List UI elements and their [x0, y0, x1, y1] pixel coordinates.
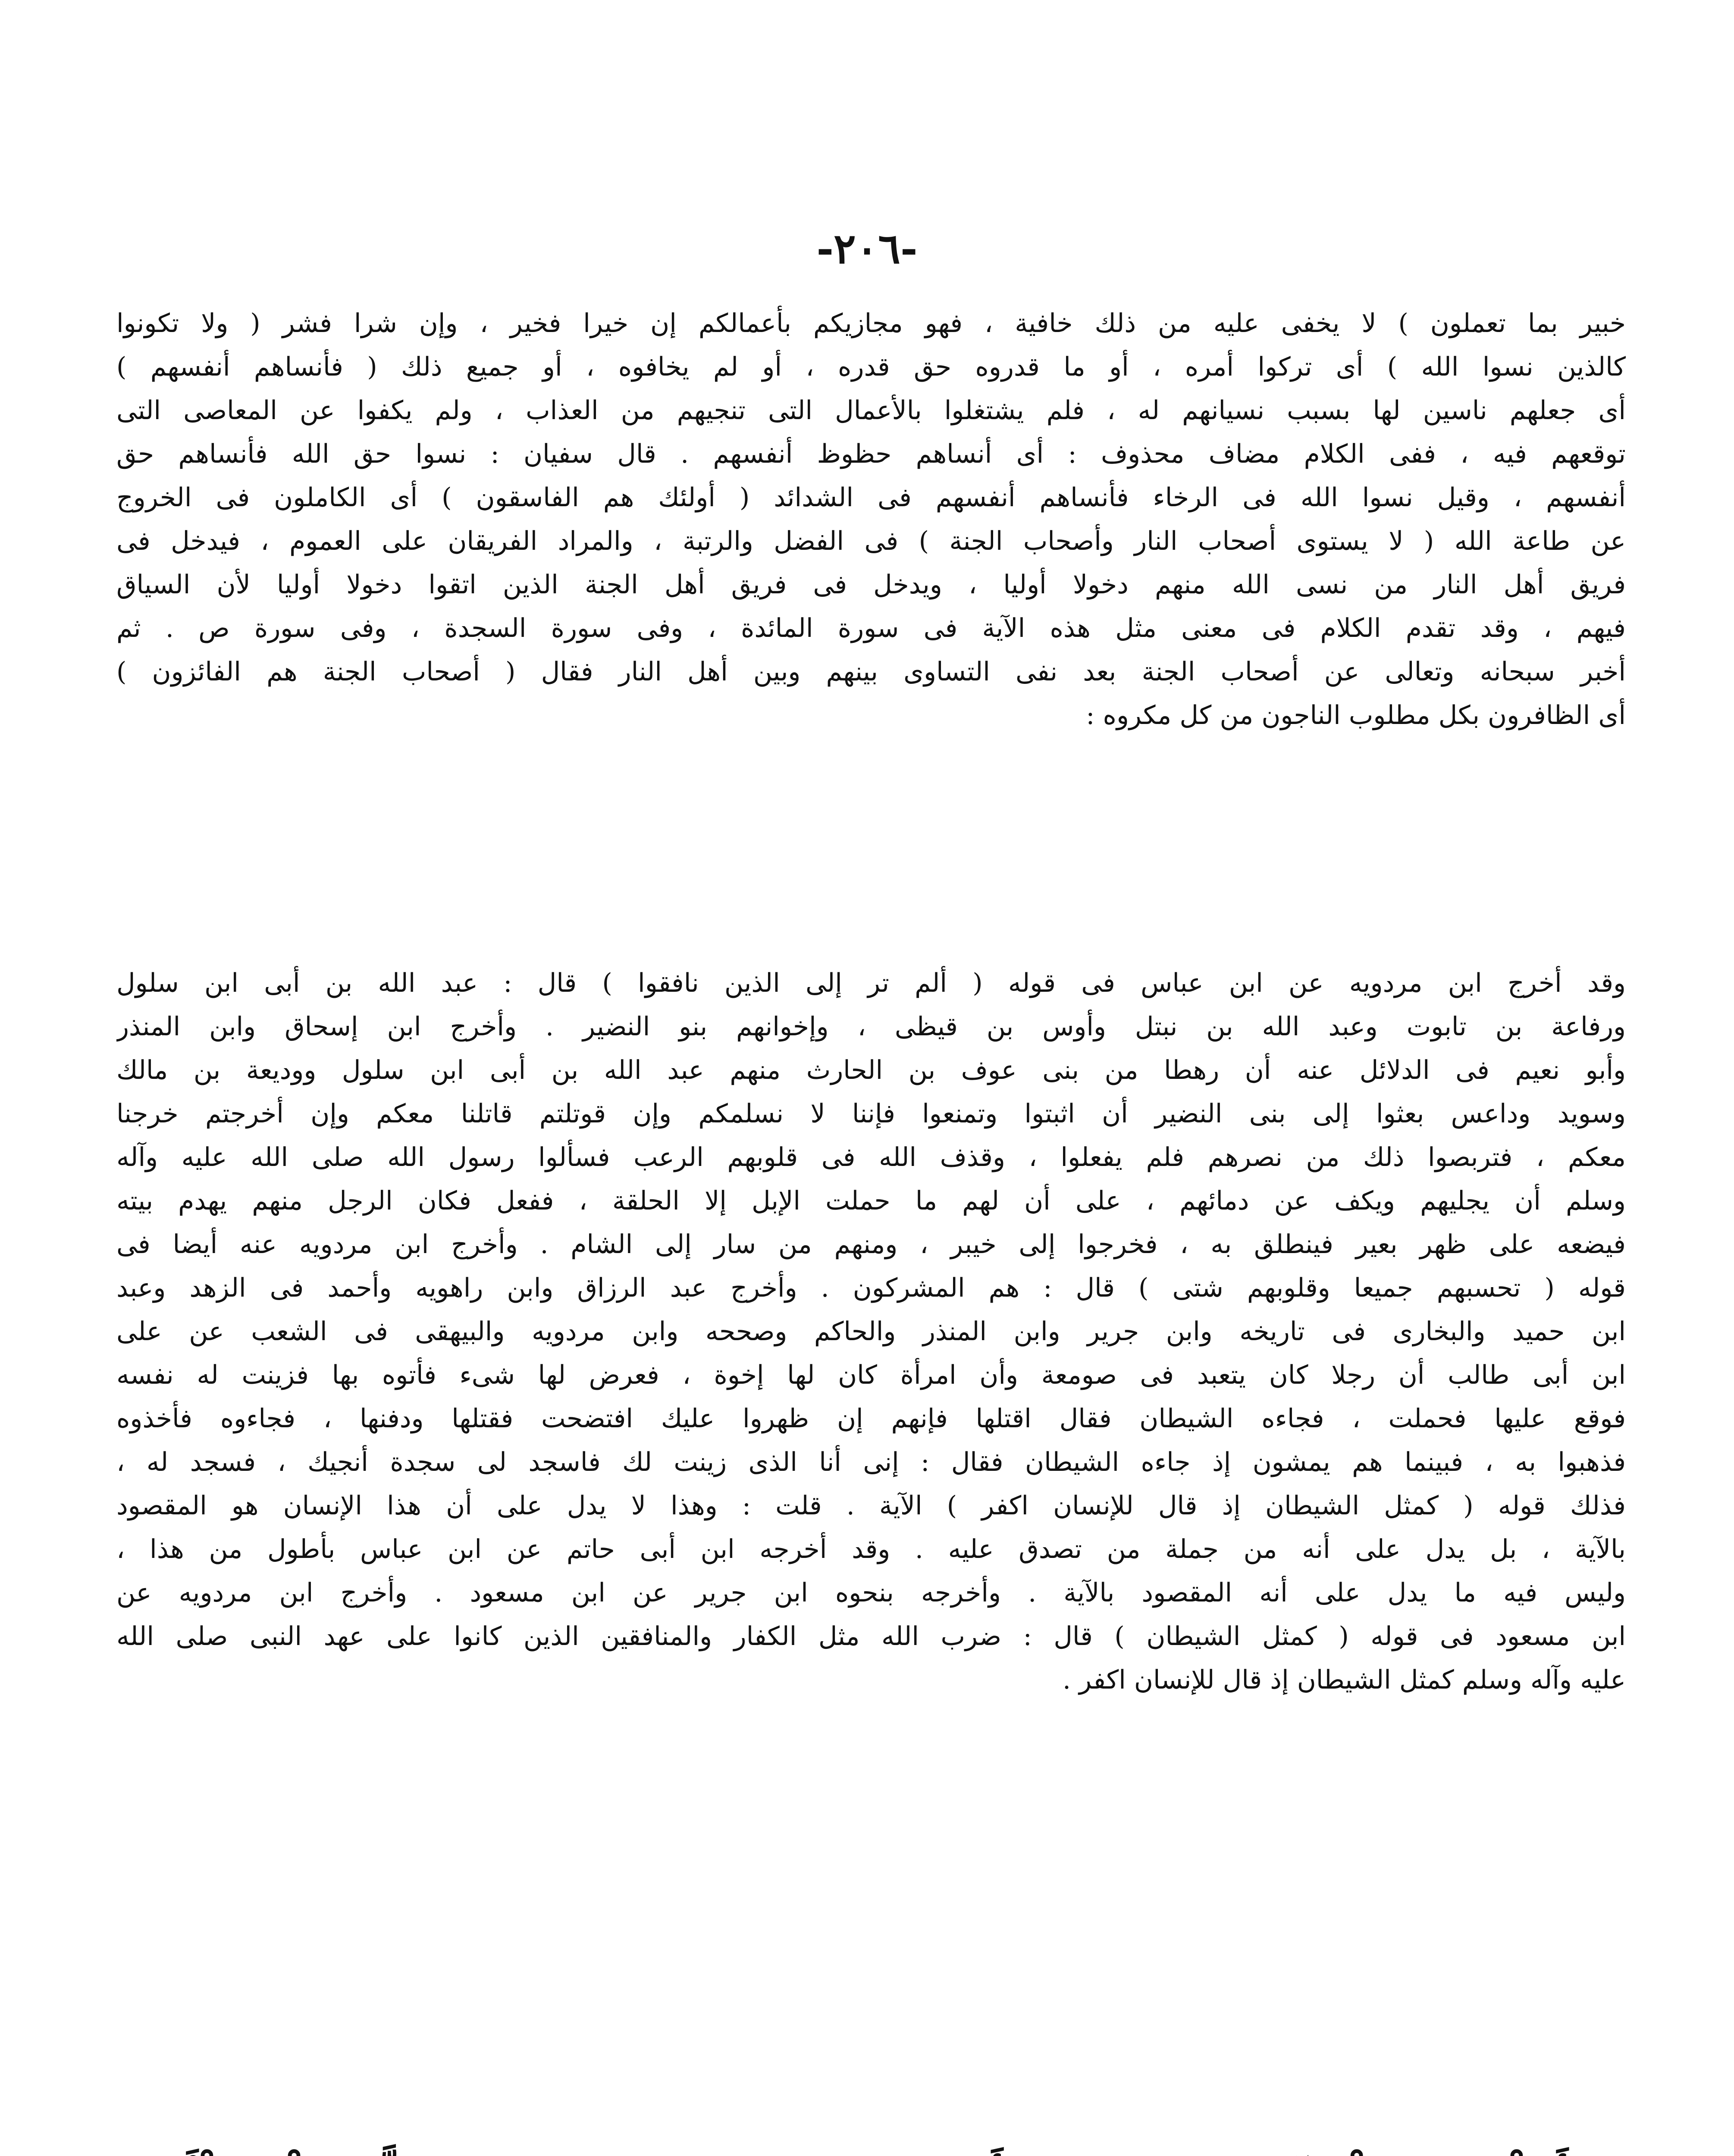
- text-line: قوله ( تحسبهم جميعا وقلوبهم شتى ) قال : هم المشركون . وأخرج عبد الرزاق وابن راهويه وأحمد فى الزهد وعبد: [116, 1273, 1626, 1303]
- text-line: فريق أهل النار من نسى الله منهم دخولا أوليا ، ويدخل فى فريق أهل الجنة الذين اتقوا دخولا أوليا لأن السياق: [116, 570, 1626, 600]
- text-line: توقعهم فيه ، ففى الكلام مضاف محذوف : أى أنساهم حظوظ أنفسهم . قال سفيان : نسوا حق الله فأنساهم حق: [116, 439, 1626, 469]
- text-line: فوقع عليها فحملت ، فجاءه الشيطان فقال اقتلها فإنهم إن ظهروا عليك افتضحت فقتلها ودفنها ، فجاءوه فأخذوه: [116, 1404, 1626, 1434]
- text-line: أى الظافرون بكل مطلوب الناجون من كل مكروه :: [1086, 700, 1626, 730]
- text-line: أى جعلهم ناسين لها بسبب نسيانهم له ، فلم يشتغلوا بالأعمال التى تنجيهم من العذاب ، ولم يكفوا عن المعاصى التى: [116, 395, 1626, 426]
- text-line: أنفسهم ، وقيل نسوا الله فى الرخاء فأنساهم أنفسهم فى الشدائد ( أولئك هم الفاسقون ) أى الكاملون فى الخروج: [116, 483, 1626, 513]
- quran-line: [112, 2134, 1630, 2156]
- text-line: وليس فيه ما يدل على أنه المقصود بالآية . وأخرجه بنحوه ابن جرير عن ابن مسعود . وأخرج ابن مردويه عن: [116, 1578, 1626, 1608]
- commentary-paragraph-1: [116, 302, 1626, 737]
- text-line: عن طاعة الله ( لا يستوى أصحاب النار وأصحاب الجنة ) فى الفضل والرتبة ، والمراد الفريقان على العموم ، فيدخل فى: [116, 526, 1626, 556]
- text-line: معكم ، فتربصوا ذلك من نصرهم فلم يفعلوا ، وقذف الله فى قلوبهم الرعب فسألوا رسول الله صلى الله عليه وآله: [116, 1142, 1626, 1172]
- commentary-paragraph-2: [116, 962, 1626, 1702]
- text-line: فيهم ، وقد تقدم الكلام فى معنى مثل هذه الآية فى سورة المائدة ، وفى سورة السجدة ، وفى سورة ص . ثم: [116, 613, 1626, 643]
- text-line: فذلك قوله ( كمثل الشيطان إذ قال للإنسان اكفر ) الآية . قلت : وهذا لا يدل على أن هذا الإنسان هو المقصود: [116, 1491, 1626, 1521]
- text-line: عليه وآله وسلم كمثل الشيطان إذ قال للإنسان اكفر .: [1062, 1665, 1626, 1695]
- text-line: ابن حميد والبخارى فى تاريخه وابن جرير وابن المنذر والحاكم وصححه وابن مردويه والبيهقى فى الشعب عن على: [116, 1316, 1626, 1347]
- text-line: أخبر سبحانه وتعالى عن أصحاب الجنة بعد نفى التساوى بينهم وبين أهل النار فقال ( أصحاب الجنة هم الفائزون ): [116, 657, 1626, 687]
- text-line: ورفاعة بن تابوت وعبد الله بن نبتل وأوس بن قيظى ، وإخوانهم بنو النضير . وأخرج ابن إسحاق وابن المنذر: [116, 1012, 1626, 1042]
- text-line: وقد أخرج ابن مردويه عن ابن عباس فى قوله ( ألم تر إلى الذين نافقوا ) قال : عبد الله بن أبى ابن سلول: [116, 968, 1626, 998]
- text-line: فيضعه على ظهر بعير فينطلق به ، فخرجوا إلى خيبر ، ومنهم من سار إلى الشام . وأخرج ابن مردويه عنه أيضا فى: [116, 1229, 1626, 1260]
- text-line: وسلم أن يجليهم ويكف عن دمائهم ، على أن لهم ما حملت الإبل إلا الحلقة ، ففعل فكان الرجل منهم يهدم بيته: [116, 1186, 1626, 1216]
- text-line: وأبو نعيم فى الدلائل عنه أن رهطا من بنى عوف بن الحارث منهم عبد الله بن أبى ابن سلول ووديعة بن مالك: [116, 1055, 1626, 1085]
- text-line: خبير بما تعملون ) لا يخفى عليه من ذلك خافية ، فهو مجازيكم بأعمالكم إن خيرا فخير ، وإن شرا فشر ( ولا تكونوا: [116, 308, 1626, 338]
- page-number: -٢٠٦-: [816, 224, 918, 273]
- text-line: ابن أبى طالب أن رجلا كان يتعبد فى صومعة وأن امرأة كان لها إخوة ، فعرض لها شىء فأتوه بها فزينت له نفسه: [116, 1360, 1626, 1390]
- text-line: فذهبوا به ، فبينما هم يمشون إذ جاءه الشيطان فقال : إنى أنا الذى زينت لك فاسجد لى سجدة أنجيك ، فسجد له ،: [116, 1447, 1626, 1477]
- text-line: ابن مسعود فى قوله ( كمثل الشيطان ) قال : ضرب الله مثل الكفار والمنافقين الذين كانوا على عهد النبى صلى الله: [116, 1621, 1626, 1651]
- text-line: كالذين نسوا الله ) أى تركوا أمره ، أو ما قدروه حق قدره ، أو لم يخافوه ، أو جميع ذلك ( فأنساهم أنفسهم ): [116, 352, 1626, 382]
- text-line: بالآية ، بل يدل على أنه من جملة من تصدق عليه . وقد أخرجه ابن أبى حاتم عن ابن عباس بأطول من هذا ،: [116, 1534, 1626, 1564]
- quran-verses: [112, 2134, 1630, 2156]
- text-line: وسويد وداعس بعثوا إلى بنى النضير أن اثبتوا وتمنعوا فإننا لا نسلمكم وإن قوتلتم قاتلنا معكم وإن أخرجتم خرجنا: [116, 1099, 1626, 1129]
